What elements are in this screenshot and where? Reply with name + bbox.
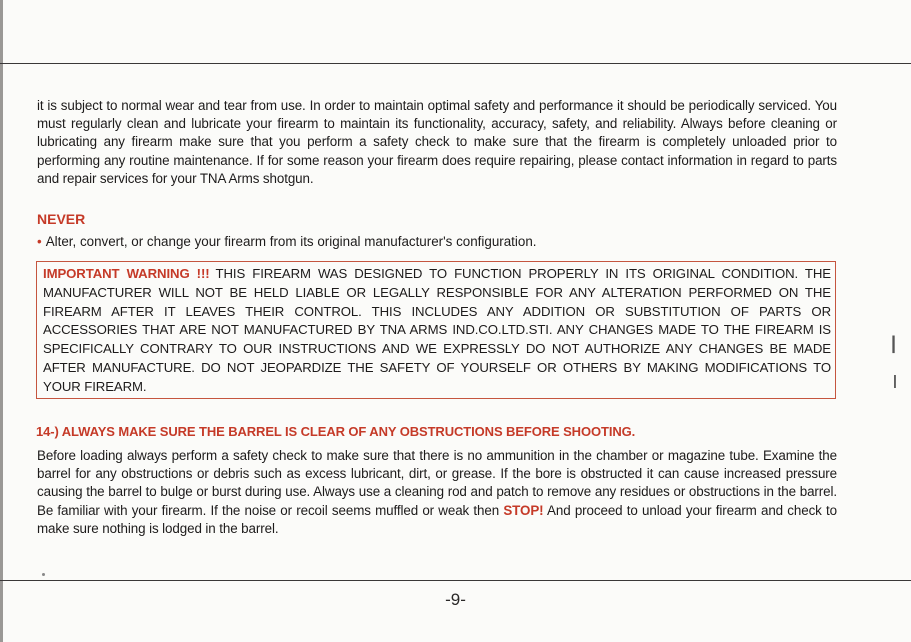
scan-speck [42, 573, 45, 576]
barrel-text: Before loading always perform a safety check to make sure that there is no ammunition in the chamber or magazine tube. Examine the barrel for any obstructions or debris such as excess lubricant, dirt, or grease. If the bore is obstructed it can cause increased pressure causing the barrel to bulge or burst during use. Always use a cleaning rod and patch to remove any residues or obstructions in the barrel. Be familiar with your firearm. If the noise or recoil seems muffled or weak then [37, 448, 837, 518]
bullet-icon: • [37, 234, 42, 249]
margin-scan-mark: | [893, 372, 897, 388]
intro-paragraph: it is subject to normal wear and tear from use. In order to maintain optimal safety and performance it should be periodically serviced. You must regularly clean and lubricate your firearm to maintain its functionality, accuracy, safety, and reliability. Always before cleaning or lubricating any firearm make sure that you perform a safety check to make sure that the firearm is completely unloaded prior to performing any routine maintenance. If for some reason your firearm does require repairing, please contact information in regard to parts and repair services for your TNA Arms shotgun. [37, 98, 837, 186]
margin-scan-mark: | [891, 333, 897, 353]
bottom-rule [0, 580, 911, 581]
top-rule [0, 63, 911, 64]
never-item-text: Alter, convert, or change your firearm from its original manufacturer's configuration. [45, 234, 537, 249]
section-14-heading: 14-) ALWAYS MAKE SURE THE BARREL IS CLEAR OF ANY OBSTRUCTIONS BEFORE SHOOTING. [36, 424, 636, 439]
binding-edge [0, 0, 3, 642]
stop-emphasis: STOP! [503, 502, 544, 518]
page-number: -9- [445, 590, 466, 609]
barrel-text-end: And proceed to unload your firearm and check to make sure nothing is lodged in the barrel. [37, 502, 837, 536]
never-heading: NEVER [37, 211, 86, 227]
warning-label: IMPORTANT WARNING !!! [43, 266, 210, 281]
warning-text: THIS FIREARM WAS DESIGNED TO FUNCTION PROPERLY IN ITS ORIGINAL CONDITION. THE MANUFACTURER WILL NOT BE HELD LIABLE OR LEGALLY RESPONSIBLE FOR ANY ALTERATION PERFORMED ON THE FIREARM AFTER IT LEAVES THEIR CONTROL. THIS INCLUDES ANY ADDITION OR SUBSTITUTION OF PARTS OR ACCESSORIES THAT ARE NOT MANUFACTURED BY TNA ARMS IND.CO.LTD.STI. ANY CHANGES MADE TO THE FIREARM IS SPECIFICALLY CONTRARY TO OUR INSTRUCTIONS AND WE EXPRESSLY DO NOT AUTHORIZE ANY CHANGES BE MADE AFTER MANUFACTURE. DO NOT JEOPARDIZE THE SAFETY OF YOURSELF OR OTHERS BY MAKING MODIFICATIONS TO YOUR FIREARM. [43, 266, 832, 394]
important-warning-box [36, 261, 836, 399]
never-list-item [37, 234, 537, 249]
barrel-paragraph [37, 447, 837, 538]
